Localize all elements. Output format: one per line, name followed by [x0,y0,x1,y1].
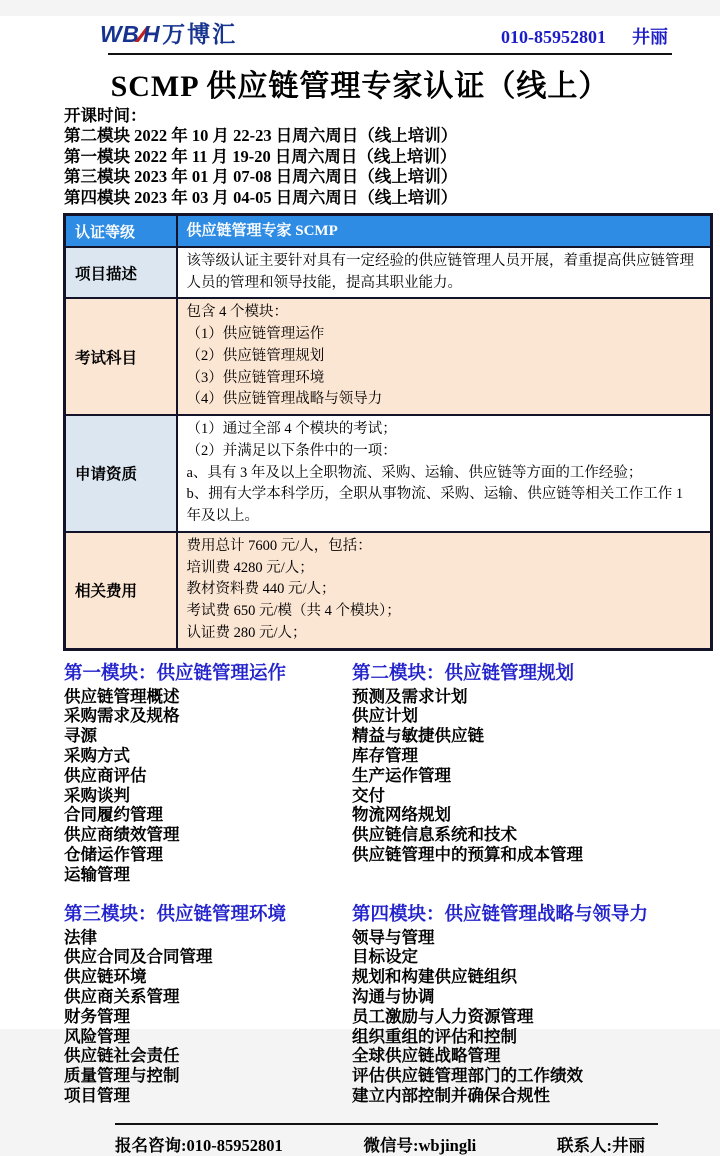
row-content [177,298,712,415]
table-content-line: （1）供应链管理运作 [186,326,325,343]
logo-latin-text: WB [100,21,140,47]
schedule-line: 第三模块 2023 年 01 月 07-08 日周六周日（线上培训） [64,167,458,187]
schedule-heading: 开课时间： [64,106,147,125]
module-item: 库存管理 [352,746,418,765]
module-item: 供应商评估 [64,766,147,785]
table-content-line: 教材资料费 440 元/人； [186,581,336,598]
module-item: 供应商绩效管理 [64,826,180,845]
schedule-lines [64,127,720,207]
module-title: 第一模块：供应链管理运作 [64,661,287,683]
module-item: 运输管理 [64,865,130,884]
phone-number: 010-85952801 [501,27,606,47]
enroll-consult-info: 报名咨询:010-85952801 [115,1135,283,1155]
page-title: SCMP 供应链管理专家认证（线上） [110,70,610,103]
table-row-cert-level [65,215,712,247]
row-label: 项目描述 [65,247,177,299]
module-item: 建立内部控制并确保合规性 [352,1086,550,1105]
row-content [177,215,712,247]
row-content [177,532,712,649]
module-item: 组织重组的评估和控制 [352,1027,517,1046]
row-label: 考试科目 [65,298,177,415]
module-block-4 [352,900,714,1107]
module-item: 员工激励与人力资源管理 [352,1007,534,1026]
footer-contact-info: 联系人:井丽 [556,1135,645,1155]
table-content-line: b、拥有大学本科学历，全职从事物流、采购、运输、供应链等相关工作工作 1 年及以上。 [186,486,684,525]
module-item: 项目管理 [64,1086,130,1105]
table-row-exam-subjects [65,298,712,415]
header [100,16,668,49]
table-row-qualifications [65,415,712,532]
module-items [352,688,714,866]
schedule-line: 第四模块 2023 年 03 月 04-05 日周六周日（线上培训） [64,187,458,207]
module-item: 物流网络规划 [352,806,451,825]
module-item: 供应计划 [352,707,418,726]
module-title: 第三模块：供应链管理环境 [64,902,287,924]
module-items [64,688,352,886]
contact-name: 井丽 [632,27,668,47]
module-block-3 [64,900,352,1107]
footer-divider [115,1123,658,1125]
header-contact [501,23,668,49]
table-content-line: （3）供应链管理环境 [186,369,325,386]
row-label: 认证等级 [65,215,177,247]
schedule-section [64,107,720,207]
row-content [177,415,712,532]
module-item: 质量管理与控制 [64,1067,180,1086]
module-item: 领导与管理 [352,928,435,947]
logo-brand-name: 万博汇 [162,21,238,47]
company-logo [100,16,237,49]
footer [115,1132,645,1156]
module-item: 财务管理 [64,1007,130,1026]
table-content-line: 认证费 280 元/人； [186,624,307,641]
table-content-line: （2）并满足以下条件中的一项： [186,442,397,459]
table-content-line: 培训费 4280 元/人； [186,559,314,576]
module-item: 采购方式 [64,746,130,765]
module-item: 法律 [64,928,97,947]
module-item: 供应链管理中的预算和成本管理 [352,845,583,864]
modules-section [64,659,720,1121]
module-title: 第四模块：供应链管理战略与领导力 [352,902,649,924]
module-item: 供应链社会责任 [64,1047,180,1066]
module-block-2 [352,659,714,886]
table-content-line: 考试费 650 元/模（共 4 个模块）； [186,603,401,620]
module-item: 寻源 [64,727,97,746]
module-item: 生产运作管理 [352,766,451,785]
header-divider [108,53,672,55]
document-page [0,16,720,1155]
logo-accent-text: H [143,21,161,47]
module-item: 沟通与协调 [352,987,435,1006]
module-item: 交付 [352,786,385,805]
module-item: 风险管理 [64,1027,130,1046]
module-item: 采购需求及规格 [64,707,180,726]
module-item: 全球供应链战略管理 [352,1047,501,1066]
table-content-line: （1）通过全部 4 个模块的考试； [186,421,397,438]
module-items [352,929,714,1107]
certification-table [63,213,713,650]
table-content-line: a、具有 3 年及以上全职物流、采购、运输、供应链等方面的工作经验； [186,464,643,481]
module-item: 供应链信息系统和技术 [352,826,517,845]
module-items [64,929,352,1107]
module-item: 采购谈判 [64,786,130,805]
table-content-line: 费用总计 7600 元/人，包括： [186,537,372,554]
logo-slash-icon: ⁄⁄ [139,21,144,47]
module-item: 精益与敏捷供应链 [352,727,484,746]
row-label: 申请资质 [65,415,177,532]
module-title: 第二模块：供应链管理规划 [352,661,575,683]
table-content-line: 包含 4 个模块： [186,304,288,321]
table-row-fees [65,532,712,649]
table-content-line: （4）供应链管理战略与领导力 [186,391,383,408]
table-content-line: 供应链管理专家 SCMP [186,222,338,239]
schedule-line: 第二模块 2022 年 10 月 22-23 日周六周日（线上培训） [64,126,458,146]
module-item: 目标设定 [352,948,418,967]
module-item: 仓储运作管理 [64,845,163,864]
module-item: 评估供应链管理部门的工作绩效 [352,1067,583,1086]
module-item: 合同履约管理 [64,806,163,825]
table-content-line: （2）供应链管理规划 [186,347,325,364]
table-row-description [65,247,712,299]
row-content [177,247,712,299]
module-item: 规划和构建供应链组织 [352,968,517,987]
row-label: 相关费用 [65,532,177,649]
module-item: 供应合同及合同管理 [64,948,213,967]
schedule-line: 第一模块 2022 年 11 月 19-20 日周六周日（线上培训） [64,146,457,166]
module-item: 预测及需求计划 [352,687,468,706]
wechat-id-info: 微信号:wbjingli [363,1135,477,1155]
module-block-1 [64,659,352,886]
module-item: 供应商关系管理 [64,987,180,1006]
module-item: 供应链管理概述 [64,687,180,706]
table-content-line: 该等级认证主要针对具有一定经验的供应链管理人员开展，着重提高供应链管理人员的管理和领导技能，提高其职业能力。 [186,252,694,291]
module-item: 供应链环境 [64,968,147,987]
